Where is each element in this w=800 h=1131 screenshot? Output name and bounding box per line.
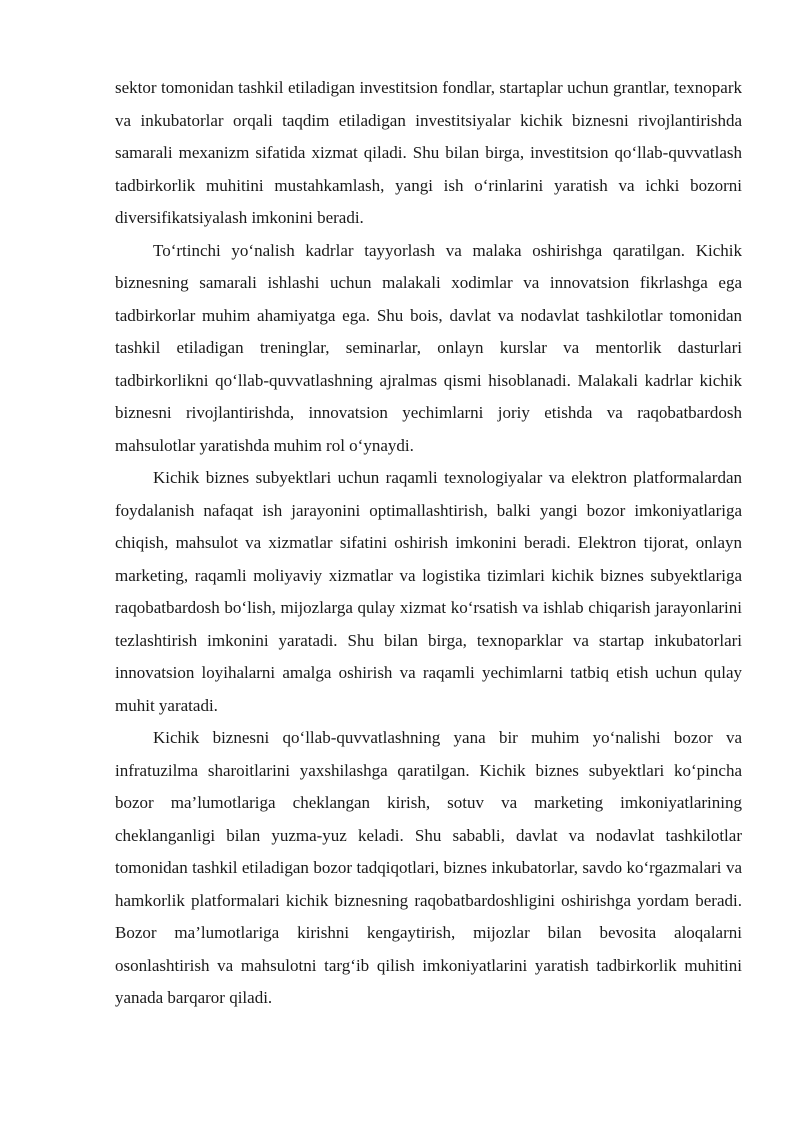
paragraph-market-infrastructure: Kichik biznesni qo‘llab-quvvatlashning yana bir muhim yo‘nalishi bozor va infratuzilma sharoitlarini yaxshilashga qaratilgan. Kichik biznes subyektlari ko‘pincha bozor ma’lumotlariga cheklangan kirish, sotuv va marketing imkoniyatlarining cheklanganligi bilan yuzma-yuz keladi. Shu sababli, davlat va nodavlat tashkilotlar tomonidan tashkil etiladigan bozor tadqiqotlari, biznes inkubatorlar, savdo ko‘rgazmalari va hamkorlik platformalari kichik biznesning raqobatbardoshligini oshirishga yordam beradi. Bozor ma’lumotlariga kirishni kengaytirish, mijozlar bilan bevosita aloqalarni osonlashtirish va mahsulotni targ‘ib qilish imkoniyatlarini yaratish tadbirkorlik muhitini yanada barqaror qiladi. xyxy=(115,728,742,1007)
paragraph-fourth-direction: To‘rtinchi yo‘nalish kadrlar tayyorlash va malaka oshirishga qaratilgan. Kichik biznesning samarali ishlashi uchun malakali xodimlar va innovatsion fikrlashga ega tadbirkorlar muhim ahamiyatga ega. Shu bois, davlat va nodavlat tashkilotlar tomonidan tashkil etiladigan treninglar, seminarlar, onlayn kurslar va mentorlik dasturlari tadbirkorlikni qo‘llab-quvvatlashning ajralmas qismi hisoblanadi. Malakali kadrlar kichik biznesni rivojlantirishda, innovatsion yechimlarni joriy etishda va raqobatbardosh mahsulotlar yaratishda muhim rol o‘ynaydi. xyxy=(115,240,742,455)
paragraph-continuation: sektor tomonidan tashkil etiladigan investitsion fondlar, startaplar uchun grantlar, texnopark va inkubatorlar orqali taqdim etiladigan investitsiyalar kichik biznesni rivojlantirishda samarali mexanizm sifatida xizmat qiladi. Shu bilan birga, investitsion qo‘llab-quvvatlash tadbirkorlik muhitini mustahkamlash, yangi ish o‘rinlarini yaratish va ichki bozorni diversifikatsiyalash imkonini beradi. xyxy=(115,78,742,227)
document-body xyxy=(115,72,742,1015)
paragraph-digital-technologies: Kichik biznes subyektlari uchun raqamli texnologiyalar va elektron platformalardan foydalanish nafaqat ish jarayonini optimallashtirish, balki yangi bozor imkoniyatlariga chiqish, mahsulot va xizmatlar sifatini oshirish imkonini beradi. Elektron tijorat, onlayn marketing, raqamli moliyaviy xizmatlar va logistika tizimlari kichik biznes subyektlariga raqobatbardosh bo‘lish, mijozlarga qulay xizmat ko‘rsatish va ishlab chiqarish jarayonlarini tezlashtirish imkonini yaratadi. Shu bilan birga, texnoparklar va startap inkubatorlari innovatsion loyihalarni amalga oshirish va raqamli yechimlarni tatbiq etish uchun qulay muhit yaratadi. xyxy=(115,468,742,715)
